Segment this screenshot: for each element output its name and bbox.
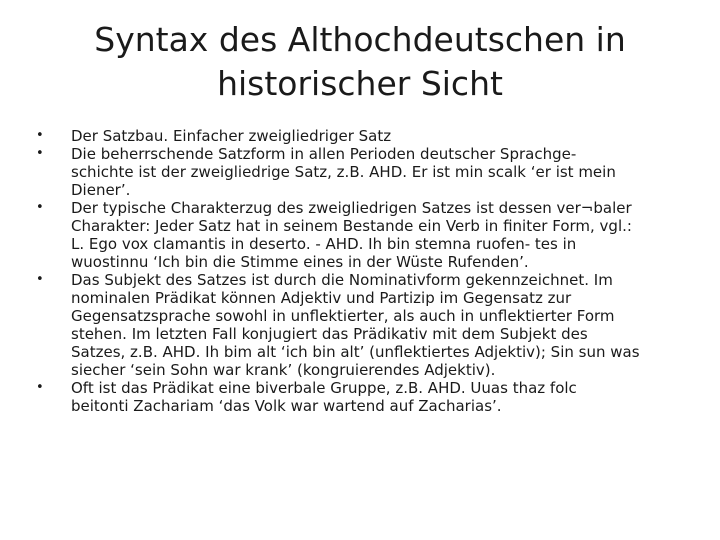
bullet-item (36, 127, 686, 145)
bullet-text-line: Der typische Charakterzug des zweigliedrigen Satzes ist dessen ver¬baler (71, 199, 632, 217)
bullet-item (36, 145, 686, 199)
bullet-text-line: Die beherrschende Satzform in allen Perioden deutscher Sprachge- (71, 145, 577, 163)
bullet-text-line: schichte ist der zweigliedrige Satz, z.B. AHD. Er ist min scalk ‘er ist mein (71, 163, 616, 181)
bullet-text-line: L. Ego vox clamantis in deserto. - AHD. Ih bin stemna ruofen- tes in (71, 235, 577, 253)
bullet-text-line: Das Subjekt des Satzes ist durch die Nominativform gekennzeichnet. Im (71, 271, 613, 289)
title-line: Syntax des Althochdeutschen in (94, 20, 626, 59)
bullet-text-line: Charakter: Jeder Satz hat in seinem Bestande ein Verb in finiter Form, vgl.: (71, 217, 632, 235)
bullet-text-line: Oft ist das Prädikat eine biverbale Gruppe, z.B. AHD. Uuas thaz folc (71, 379, 577, 397)
bullet-text-line: Diener’. (71, 181, 131, 199)
bullet-icon: • (36, 146, 44, 161)
title-line: historischer Sicht (217, 64, 503, 103)
bullet-text-line: Gegensatzsprache sowohl in unflektierter, als auch in unflektierter Form (71, 307, 615, 325)
bullet-list (36, 127, 686, 415)
bullet-text-line: siecher ‘sein Sohn war krank’ (kongruierendes Adjektiv). (71, 361, 496, 379)
bullet-icon: • (36, 128, 44, 143)
bullet-icon: • (36, 200, 44, 215)
slide-title (60, 18, 660, 106)
bullet-text-line: Der Satzbau. Einfacher zweigliedriger Satz (71, 127, 392, 145)
bullet-text-line: stehen. Im letzten Fall konjugiert das Prädikativ mit dem Subjekt des (71, 325, 588, 343)
bullet-text-line: Satzes, z.B. AHD. Ih bim alt ‘ich bin alt’ (unflektiertes Adjektiv); Sin sun was (71, 343, 640, 361)
bullet-text-line: beitonti Zachariam ‘das Volk war wartend auf Zacharias’. (71, 397, 502, 415)
bullet-text-line: wuostinnu ‘Ich bin die Stimme eines in der Wüste Rufenden’. (71, 253, 529, 271)
bullet-item (36, 199, 686, 271)
bullet-item (36, 271, 686, 379)
bullet-text-line: nominalen Prädikat können Adjektiv und Partizip im Gegensatz zur (71, 289, 572, 307)
bullet-icon: • (36, 272, 44, 287)
bullet-icon: • (36, 380, 44, 395)
bullet-item (36, 379, 686, 415)
